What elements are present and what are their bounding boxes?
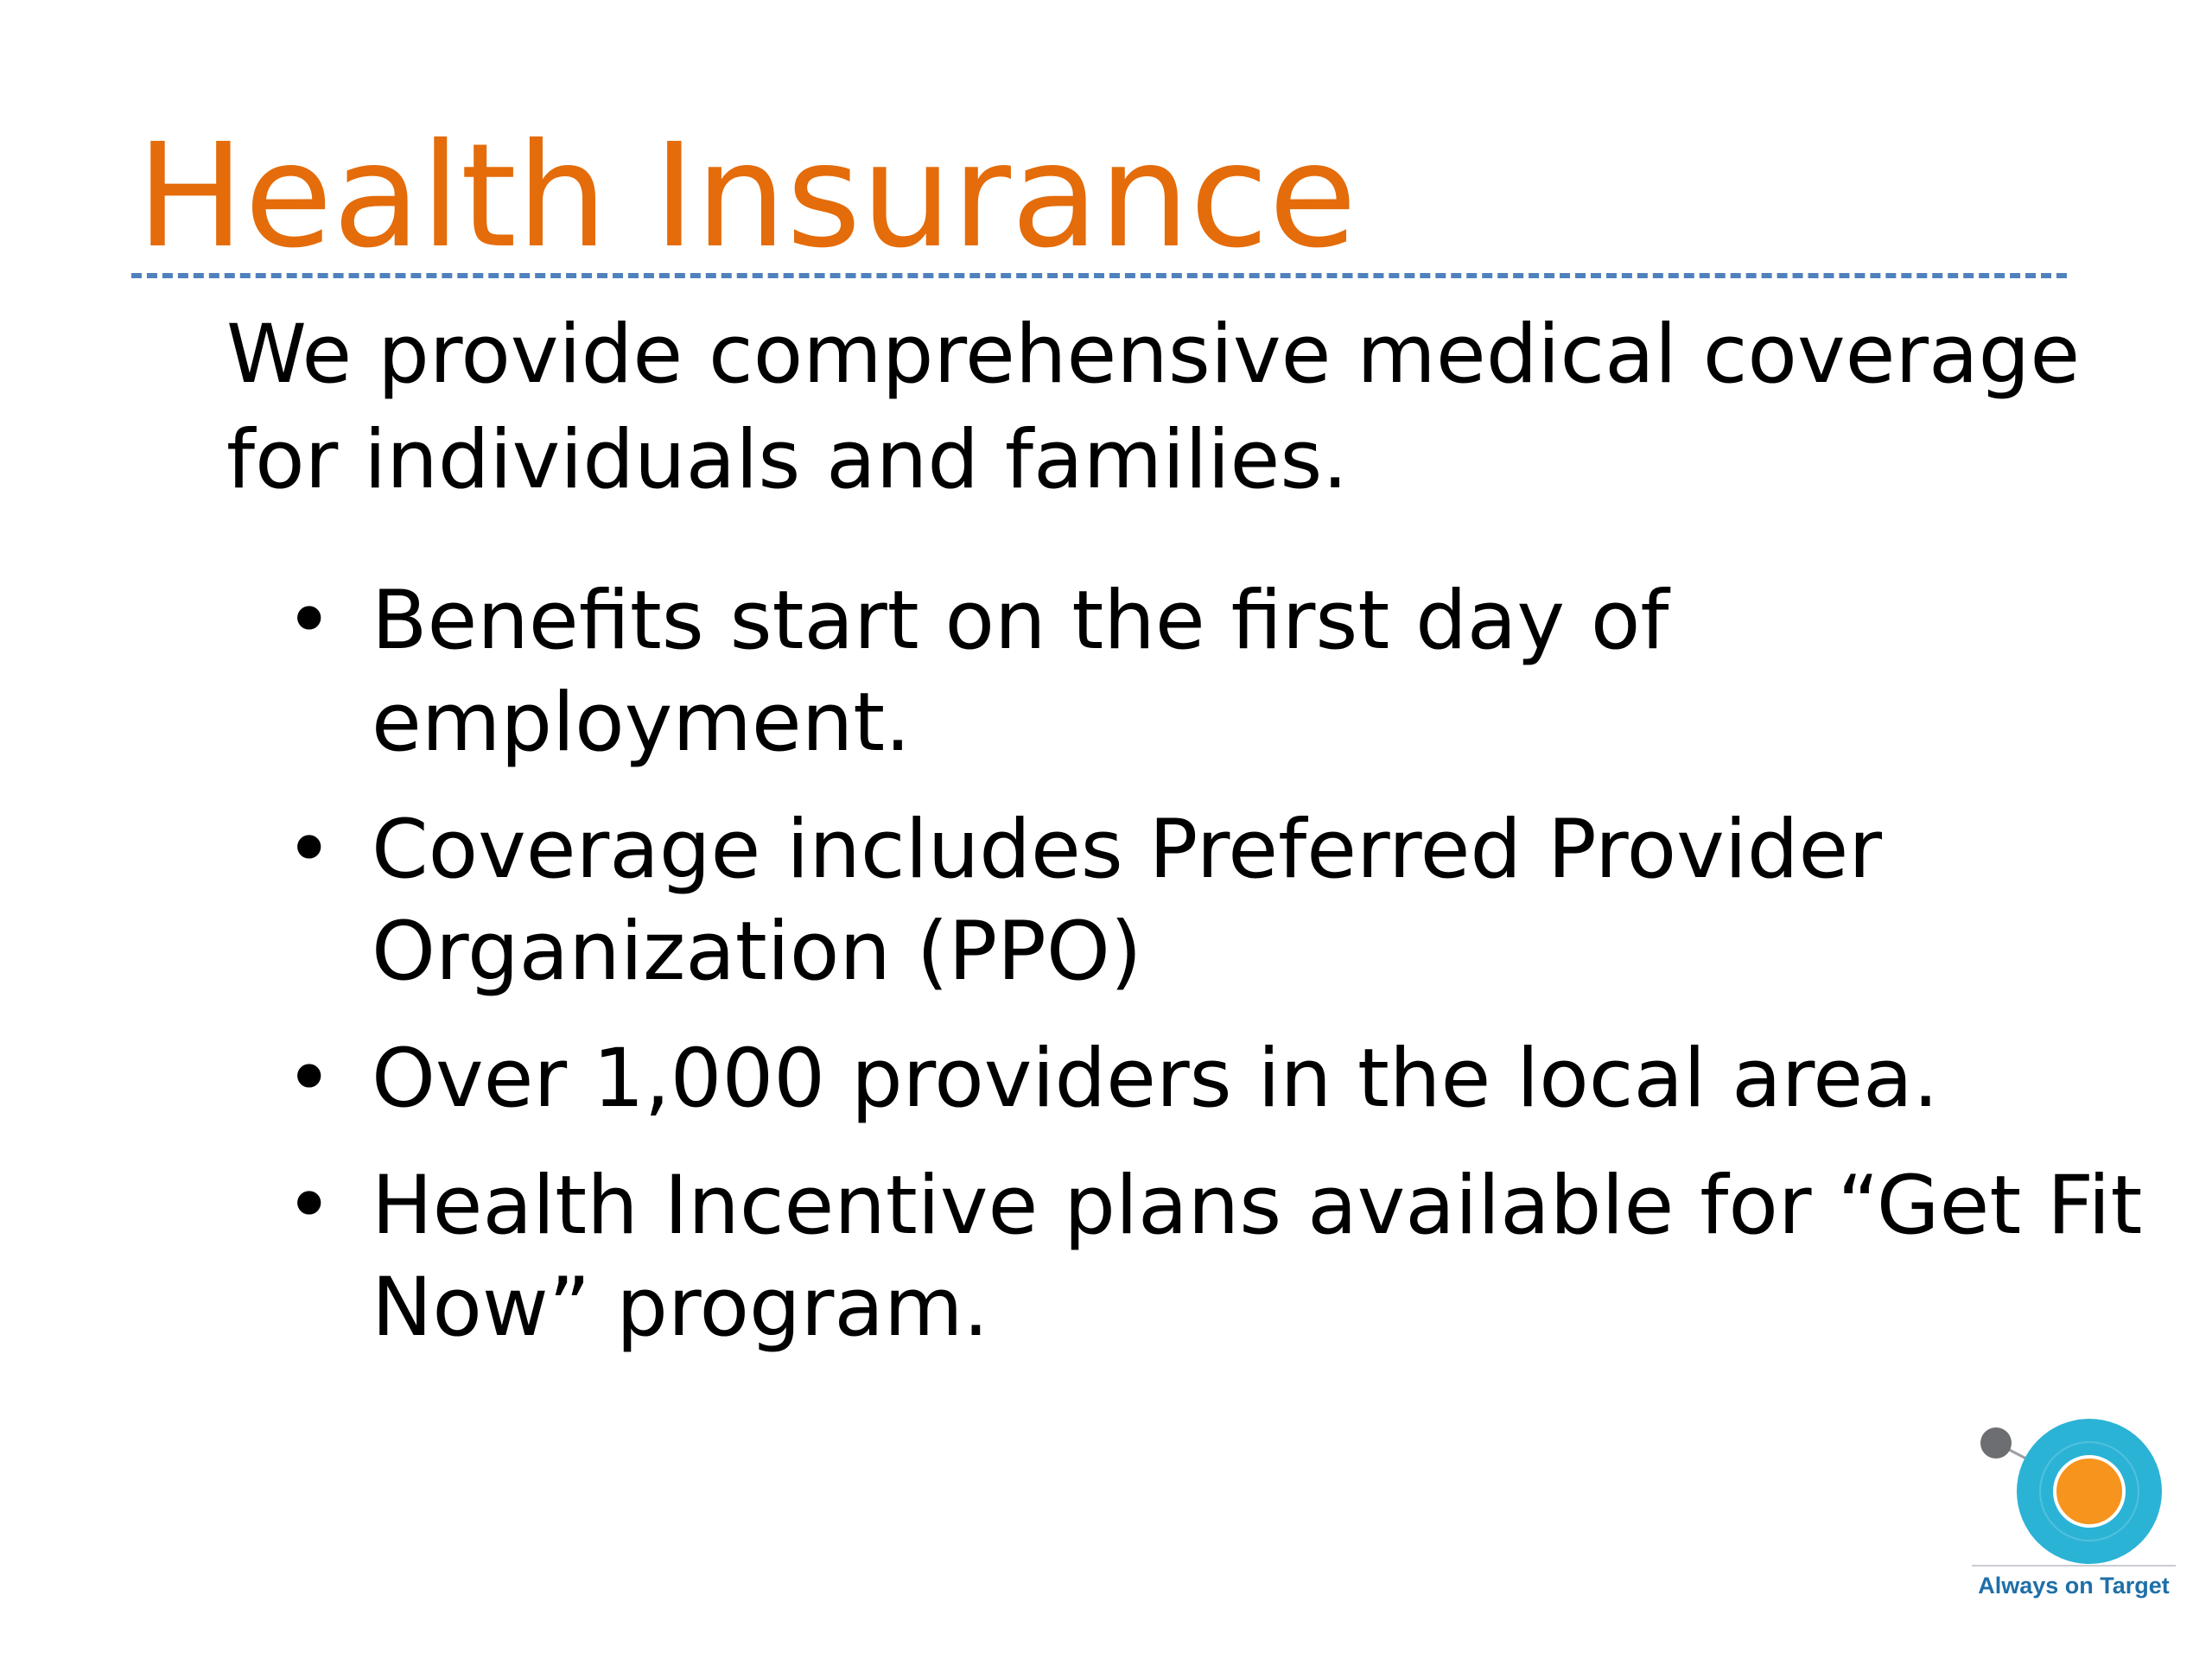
- intro-text: We provide comprehensive medical coverage for individuals and families.: [226, 308, 2081, 507]
- bullet-marker: •: [285, 574, 334, 668]
- bullet-marker: •: [285, 803, 334, 897]
- list-item: [285, 1155, 2152, 1359]
- logo: [1970, 1408, 2177, 1616]
- list-item: [285, 1028, 2152, 1130]
- bullet-marker: •: [285, 1032, 334, 1126]
- list-item-text: Over 1,000 providers in the local area.: [372, 1032, 1939, 1126]
- slide-title: Health Insurance: [137, 113, 1357, 280]
- list-item-text: Coverage includes Preferred Provider Organization (PPO): [372, 803, 1882, 999]
- list-item-text: Benefits start on the first day of employment.: [372, 574, 1669, 770]
- bullet-list: [285, 570, 2152, 1384]
- bullet-marker: •: [285, 1159, 334, 1253]
- list-item-text: Health Incentive plans available for “Get Fit Now” program.: [372, 1159, 2143, 1355]
- logo-tagline: Always on Target: [1978, 1573, 2170, 1599]
- title-divider: [131, 273, 2067, 278]
- list-item: [285, 799, 2152, 1003]
- target-icon: [1970, 1408, 2177, 1573]
- list-item: [285, 570, 2152, 774]
